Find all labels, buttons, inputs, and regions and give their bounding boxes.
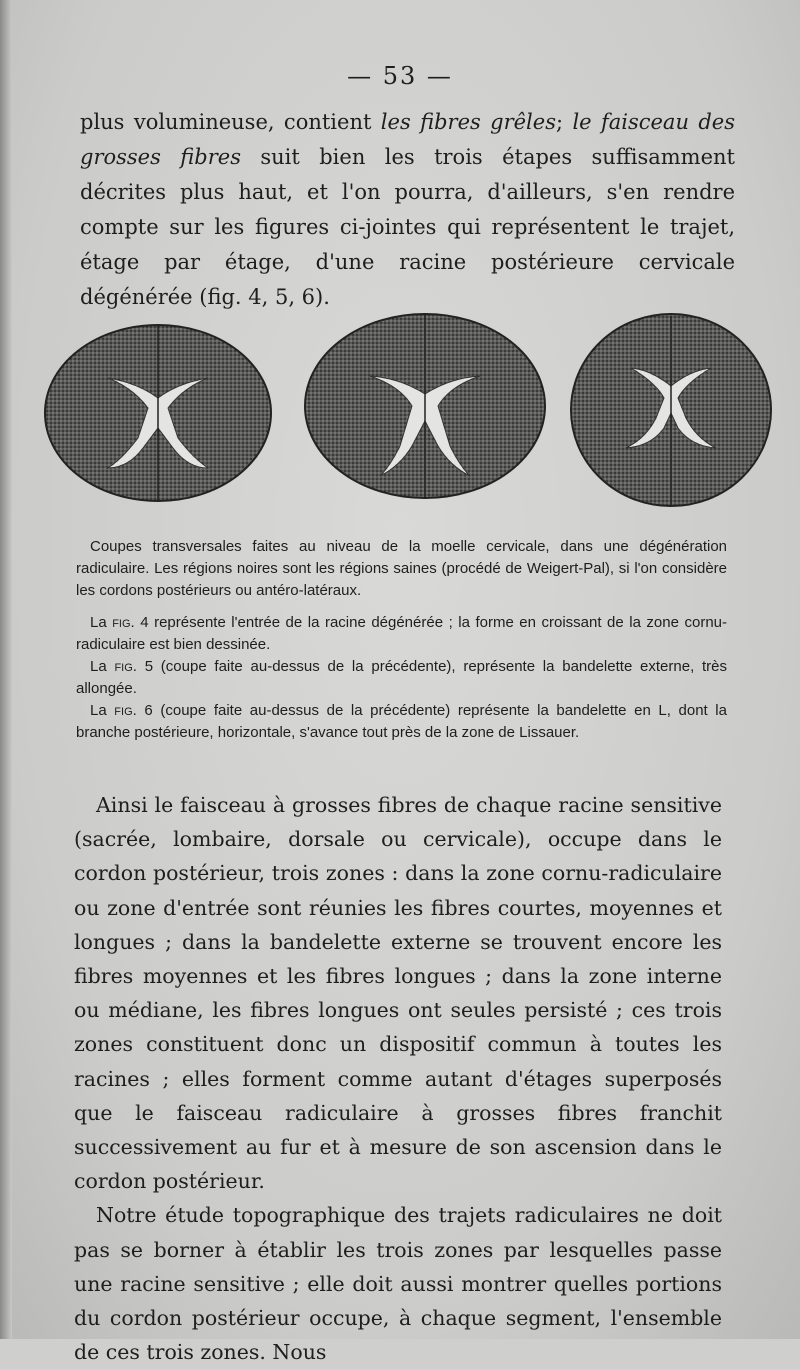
caption-text: La bbox=[90, 614, 113, 631]
intro-text: suit bien les trois étapes suffisamment décrites plus haut, et l'on pourra, d'ailleurs, s'en rendre compte sur les figures ci-jointes qui représentent le trajet, étage par étage, d'une racine postérieure cervicale dégénérée (fig. 4, 5, 6). bbox=[80, 145, 735, 309]
caption-fig6 bbox=[76, 700, 727, 744]
intro-paragraph bbox=[80, 105, 735, 315]
figure-6 bbox=[566, 308, 776, 513]
intro-text: plus volumineuse, contient bbox=[80, 110, 381, 134]
fig-label: fig. bbox=[114, 658, 137, 675]
body-text bbox=[74, 788, 722, 1369]
fig-label: fig. bbox=[112, 614, 135, 631]
paragraph-2: Notre étude topographique des trajets radiculaires ne doit pas se borner à établir les trois zones par lesquelles passe une racine sensitive ; elle doit aussi montrer quelles portions du cordon postérieur occupe, à chaque segment, l'ensemble de ces trois zones. Nous bbox=[74, 1203, 722, 1365]
page-number: — 53 — bbox=[347, 62, 453, 90]
figure-4 bbox=[38, 318, 278, 508]
figure-group bbox=[38, 300, 778, 525]
figure-5 bbox=[300, 306, 550, 506]
caption-text: 6 (coupe faite au-dessus de la précédente) représente la bandelette en L, dont la branche postérieure, horizontale, s'avance tout près de la zone de Lissauer. bbox=[76, 702, 727, 741]
paragraph-1: Ainsi le faisceau à grosses fibres de chaque racine sensitive (sacrée, lombaire, dorsale ou cervicale), occupe dans le cordon postérieur, trois zones : dans la zone cornu-radiculaire ou zone d'entrée sont réunies les fibres courtes, moyennes et longues ; dans la bandelette externe se trouvent encore les fibres moyennes et les fibres longues ; dans la zone interne ou médiane, les fibres longues ont seules persisté ; ces trois zones constituent donc un dispositif commun à toutes les racines ; elles forment comme autant d'étages superposés que le faisceau radiculaire à grosses fibres franchit successivement au fur et à mesure de son ascension dans le cordon postérieur. bbox=[74, 793, 722, 1194]
caption-fig4 bbox=[76, 612, 727, 656]
caption-text: 5 (coupe faite au-dessus de la précédente), représente la bandelette externe, très allongée. bbox=[76, 658, 728, 697]
intro-text: ; bbox=[555, 110, 573, 134]
caption-text: 4 représente l'entrée de la racine dégénérée ; la forme en croissant de la zone cornu-radiculaire est bien dessinée. bbox=[76, 614, 727, 653]
caption-main: Coupes transversales faites au niveau de la moelle cervicale, dans une dégénération radiculaire. Les régions noires sont les régions saines (procédé de Weigert-Pal), si l'on considère les cordons postérieurs ou antéro-latéraux. bbox=[76, 538, 727, 599]
caption-text: La bbox=[90, 702, 115, 719]
intro-italic-faisceau: le faisceau des grosses fibres bbox=[80, 110, 735, 169]
fig-label: fig. bbox=[114, 702, 137, 719]
page-edge bbox=[0, 0, 12, 1339]
intro-italic-fibres-greles: les fibres grêles bbox=[380, 110, 556, 134]
caption-fig5 bbox=[76, 656, 727, 700]
figure-caption bbox=[76, 536, 727, 744]
caption-text: La bbox=[90, 658, 115, 675]
